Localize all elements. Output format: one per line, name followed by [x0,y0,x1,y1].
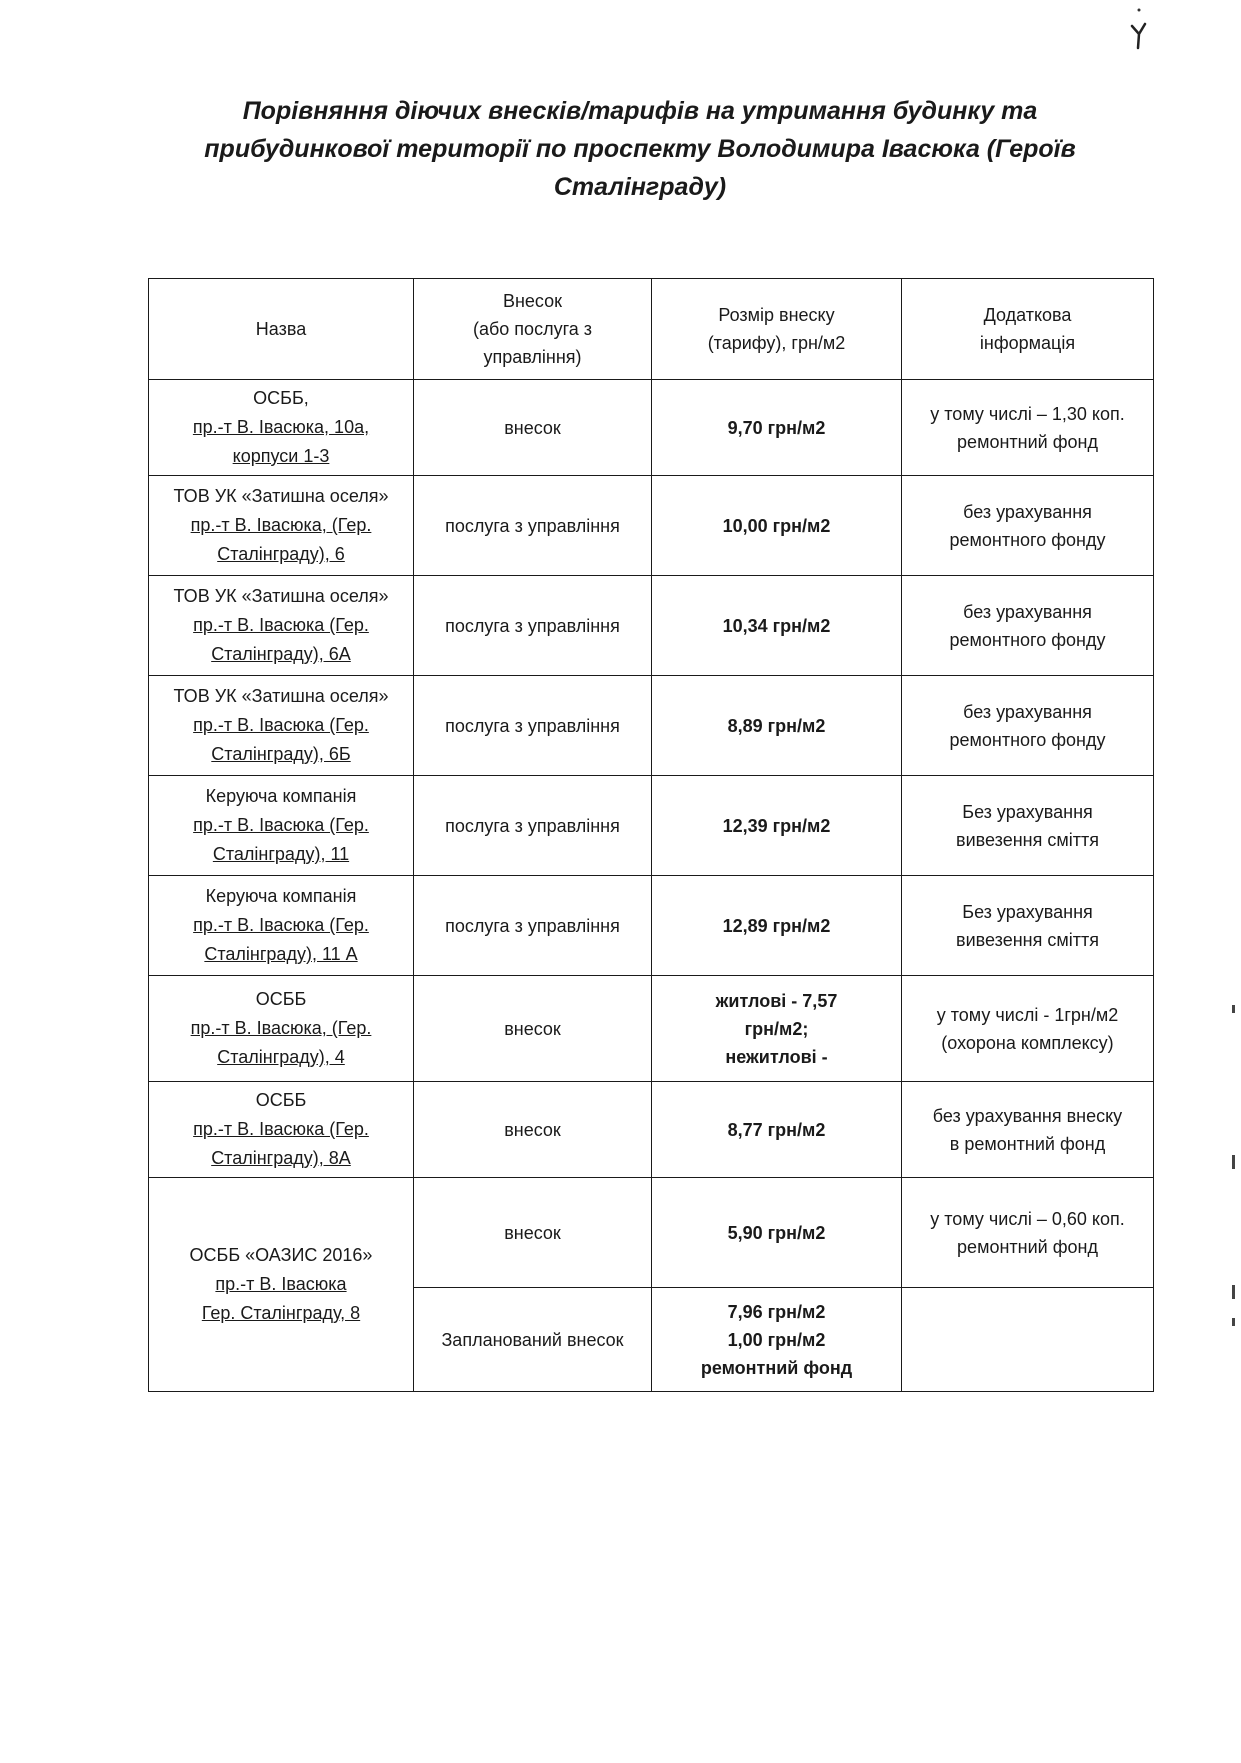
additional-info [902,776,1154,876]
organization-name-line: пр.-т В. Івасюка (Гер. [193,915,369,935]
scan-edge-mark [1232,1005,1235,1013]
tariff-rate-line: 10,00 грн/м2 [722,515,831,536]
scan-edge-mark [1232,1155,1235,1169]
tariff-rate [652,676,902,776]
additional-info-line: ремонтного фонду [949,529,1106,550]
additional-info [902,380,1154,476]
tariff-rate [652,1288,902,1392]
tariff-rate [652,776,902,876]
additional-info-line: вивезення сміття [956,829,1099,850]
tariff-rate-line: 8,77 грн/м2 [727,1119,826,1140]
table-row [149,1178,1154,1288]
organization-name-line: пр.-т В. Івасюка, (Гер. [190,515,372,535]
tariff-rate-line: нежитлові - [725,1046,828,1067]
organization-name-line: ТОВ УК «Затишна оселя» [173,686,389,706]
additional-info-line: без урахування [963,601,1092,622]
fee-type: внесок [414,1082,652,1178]
table-row [149,380,1154,476]
header-info: Додаткова інформація [902,279,1154,380]
additional-info [902,1288,1154,1392]
tariff-rate-line: 5,90 грн/м2 [727,1222,826,1243]
organization-name-line: Сталінграду), 6А [211,644,351,664]
organization-name-line: Сталінграду), 4 [217,1047,345,1067]
organization-name-line: пр.-т В. Івасюка (Гер. [193,815,369,835]
organization-name-line: ТОВ УК «Затишна оселя» [173,486,389,506]
tariff-rate [652,476,902,576]
organization-name-line: Сталінграду), 6Б [211,744,351,764]
additional-info-line: ремонтний фонд [957,431,1098,452]
tariff-rate-line: 9,70 грн/м2 [727,417,826,438]
organization-name-line: пр.-т В. Івасюка (Гер. [193,615,369,635]
organization-name-line: ОСББ «ОАЗИС 2016» [189,1245,373,1265]
organization-name-line: Сталінграду), 11 А [204,944,358,964]
header-rate: Розмір внеску (тарифу), грн/м2 [652,279,902,380]
additional-info-line: Без урахування [962,801,1093,822]
organization-name [149,380,414,476]
organization-name-line: ТОВ УК «Затишна оселя» [173,586,389,606]
tariff-rate-line: грн/м2; [744,1018,809,1039]
tariff-rate-line: 1,00 грн/м2 [727,1329,826,1350]
table-row [149,776,1154,876]
organization-name-line: пр.-т В. Івасюка, (Гер. [190,1018,372,1038]
organization-name-line: Керуюча компанія [205,886,357,906]
additional-info-line: (охорона комплексу) [941,1032,1114,1053]
additional-info [902,976,1154,1082]
tariff-rate-line: 12,39 грн/м2 [722,815,831,836]
additional-info-line: без урахування [963,701,1092,722]
fee-type: послуга з управління [414,876,652,976]
fee-type: послуга з управління [414,776,652,876]
header-fee: Внесок (або послуга з управління) [414,279,652,380]
tariff-rate-line: 7,96 грн/м2 [727,1301,826,1322]
additional-info [902,876,1154,976]
organization-name [149,476,414,576]
organization-name [149,976,414,1082]
organization-name-line: Керуюча компанія [205,786,357,806]
organization-name-line: Сталінграду), 11 [212,844,350,864]
handwritten-mark [1128,4,1150,50]
organization-name-line: ОСББ [255,1090,307,1110]
tariff-rate [652,976,902,1082]
additional-info [902,1178,1154,1288]
tariff-rate [652,380,902,476]
additional-info-line: у тому числі - 1грн/м2 [936,1004,1119,1025]
table-row [149,876,1154,976]
organization-name-line: пр.-т В. Івасюка [215,1274,347,1294]
organization-name-line: Сталінграду), 6 [217,544,345,564]
additional-info [902,476,1154,576]
tariff-rate-line: ремонтний фонд [700,1357,853,1378]
additional-info-line: Без урахування [962,901,1093,922]
table-row [149,1082,1154,1178]
table-row [149,976,1154,1082]
organization-name-line: пр.-т В. Івасюка, 10а, [192,417,370,437]
organization-name-line: пр.-т В. Івасюка (Гер. [193,715,369,735]
fee-type: внесок [414,976,652,1082]
tariff-rate-line: 8,89 грн/м2 [727,715,826,736]
tariff-rate-line: 10,34 грн/м2 [722,615,831,636]
organization-name [149,876,414,976]
fee-type: послуга з управління [414,676,652,776]
scan-edge-mark [1232,1285,1235,1299]
tariff-rate-line: житлові - 7,57 [715,990,838,1011]
additional-info [902,576,1154,676]
additional-info-line: у тому числі – 1,30 коп. [930,403,1125,424]
table-row [149,576,1154,676]
fee-type: внесок [414,380,652,476]
fee-type: послуга з управління [414,576,652,676]
title-line: Сталінграду) [553,173,727,201]
table-header-row [149,279,1154,380]
tariff-rate [652,876,902,976]
tariff-rate-line: 12,89 грн/м2 [722,915,831,936]
scan-edge-mark [1232,1318,1235,1326]
fee-type: послуга з управління [414,476,652,576]
fee-type: Запланований внесок [414,1288,652,1392]
organization-name-line: ОСББ [255,989,307,1009]
additional-info-line: у тому числі – 0,60 коп. [930,1208,1125,1229]
organization-name [149,576,414,676]
organization-name [149,1082,414,1178]
organization-name [149,1178,414,1392]
organization-name-line: корпуси 1-3 [232,446,330,466]
organization-name-line: пр.-т В. Івасюка (Гер. [193,1119,369,1139]
document-title [170,92,1110,206]
additional-info-line: без урахування внеску [932,1105,1123,1126]
tariff-rate [652,1178,902,1288]
title-line: Порівняння діючих внесків/тарифів на утримання будинку та [242,97,1038,125]
organization-name [149,776,414,876]
additional-info-line: ремонтного фонду [949,629,1106,650]
additional-info [902,1082,1154,1178]
additional-info-line: без урахування [963,501,1092,522]
additional-info-line: вивезення сміття [956,929,1099,950]
organization-name-line: ОСББ, [253,388,309,408]
additional-info-line: ремонтного фонду [949,729,1106,750]
additional-info [902,676,1154,776]
additional-info-line: в ремонтний фонд [949,1133,1106,1154]
organization-name-line: Гер. Сталінграду, 8 [201,1303,361,1323]
additional-info-line: ремонтний фонд [957,1236,1098,1257]
tariff-rate [652,576,902,676]
fee-type: внесок [414,1178,652,1288]
organization-name-line: Сталінграду), 8А [211,1148,351,1168]
title-line: прибудинкової території по проспекту Володимира Івасюка (Героїв [204,135,1076,163]
tariff-rate [652,1082,902,1178]
tariff-comparison-table [148,278,1154,1392]
header-name: Назва [149,279,414,380]
table-row [149,476,1154,576]
table-row [149,676,1154,776]
organization-name [149,676,414,776]
